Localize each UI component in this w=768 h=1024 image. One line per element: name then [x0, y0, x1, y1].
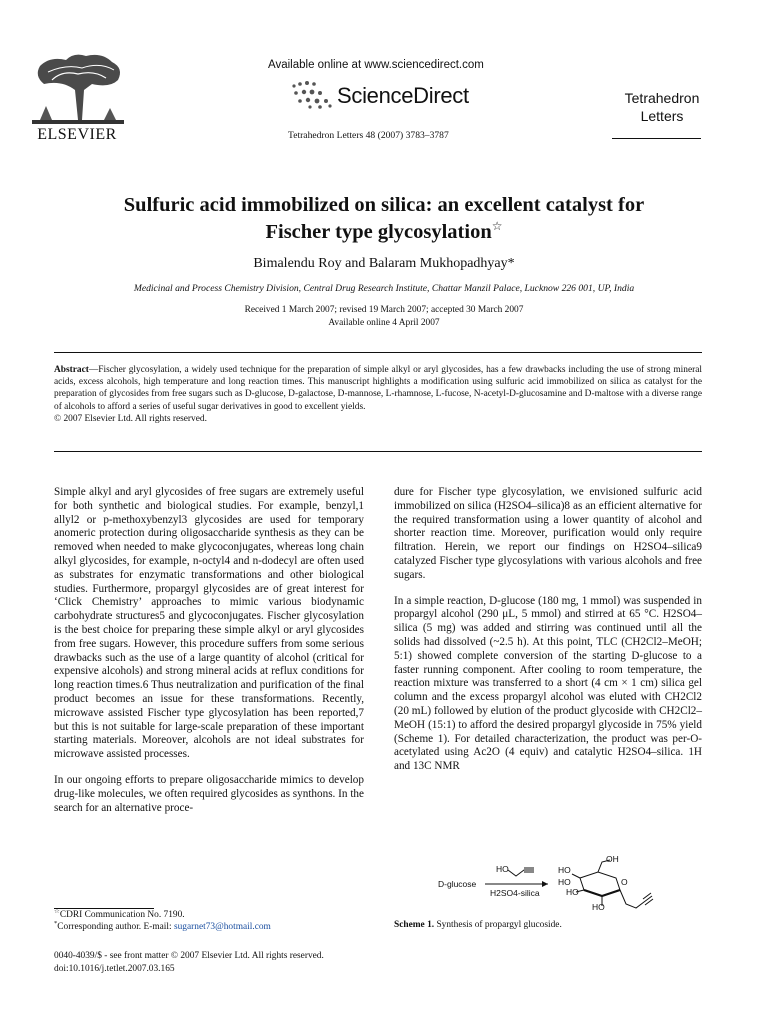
- scheme-1-reaction-diagram: [430, 852, 660, 916]
- scheme-caption-text: Synthesis of propargyl glucoside.: [436, 920, 562, 930]
- available-online-banner: Available online at www.sciencedirect.com: [268, 59, 484, 71]
- left-paragraph-2: In our ongoing efforts to prepare oligosaccharide mimics to develop drug-like molecules, we often required glycosides as synthons. In the search for an alternative proce-: [54, 773, 364, 814]
- product-label-ho-top: HO: [558, 865, 571, 875]
- journal-name-line1: Tetrahedron: [624, 90, 700, 106]
- title-footnote-mark: ☆: [491, 219, 503, 234]
- glucoside-ring-structure: [572, 860, 653, 908]
- sciencedirect-wordmark: ScienceDirect: [337, 83, 469, 108]
- received-dates: Received 1 March 2007; revised 19 March 2007; accepted 30 March 2007: [244, 305, 524, 315]
- product-label-ring-o: O: [621, 877, 628, 887]
- abstract-top-rule: [54, 352, 702, 353]
- abstract-label: Abstract: [54, 365, 89, 375]
- left-paragraph-1: Simple alkyl and aryl glycosides of free sugars are extremely useful for both synthetic and biological studies. For example, benzyl,1 allyl2 or p-methoxybenzyl3 glycosides are used for temporary anomeric protection during oligosaccharide synthesis as they can be removed when needed to make glycoconjugates, whereas long chain alkyl glycosides, for example, n-octyl4 and n-dodecyl are often used as substrates for enzymatic transformations and other biological studies. Furthermore, propargyl glycosides are of great interest for ‘Click Chemistry’ approaches to mimic various biodynamic carbohydrate structures5 and glycoconjugates. Fischer glycosylation is the best choice for preparing these simple alkyl or aryl glycosides from free sugars. However, this procedure suffers from some serious drawbacks such as the use of a large quantity of alcohol (critical for expensive alcohols) and strong mineral acids at reflux conditions for long reaction times.6 Thus neutralization and purification of the final product becomes an issue for these transformations. Recently, microwave assisted Fischer type glycosylation has been reported,7 but this is not suitable for large-scale preparation of these important starting materials. Moreover, alcohols are not ideal substrates for microwave assisted processes.: [54, 486, 364, 761]
- product-label-oh: OH: [606, 854, 619, 864]
- available-online-date: Available online 4 April 2007: [328, 318, 440, 328]
- right-paragraph-2: In a simple reaction, D-glucose (180 mg, 1 mmol) was suspended in propargyl alcohol (290 μL, 5 mmol) and stirred at 65 °C. H2SO4–silica (5 mg) was added and stirring was continued until all the solids had dissolved (~2.5 h). At this point, TLC (CH2Cl2–MeOH; 5:1) showed complete conversion of the starting D-glucose to a faster running component. After cooling to room temperature, the reaction mixture was transferred to a short (4 cm × 1 cm) silica gel column and the excess propargyl alcohol was eluted with CH2Cl2 (20 mL) followed by elution of the product glycoside with CH2Cl2–MeOH (15:1) to afford the desired propargyl glycoside in 75% yield (Scheme 1). For detailed characterization, the product was per-O-acetylated using Ac2O (4 equiv) and catalytic H2SO4–silica. 1H and 13C NMR: [394, 594, 702, 773]
- propargyl-alcohol-structure: [508, 868, 534, 876]
- footnote-1-text: CDRI Communication No. 7190.: [59, 910, 185, 920]
- issn-line: 0040-4039/$ - see front matter © 2007 Elsevier Ltd. All rights reserved.: [54, 951, 324, 961]
- article-title: [40, 192, 728, 246]
- reaction-arrowhead: [542, 881, 548, 887]
- scheme-reactant: D-glucose: [438, 879, 477, 889]
- author-list: Bimalendu Roy and Balaram Mukhopadhyay*: [253, 256, 515, 271]
- affiliation: Medicinal and Process Chemistry Division, Central Drug Research Institute, Chattar Manzil Palace, Lucknow 226 001, UP, India: [133, 283, 635, 294]
- body-right-column: [394, 486, 702, 786]
- right-paragraph-1: dure for Fischer type glycosylation, we envisioned sulfuric acid immobilized on silica (H2SO4–silica)8 as an efficient alternative for the required transformation using a lower quantity of alcohol and shorter reaction time. Moreover, purification would only require filtration. Herein, we report our findings on H2SO4–silica9 catalyzed Fischer type glycosylations with various alcohols and free sugars.: [394, 486, 702, 581]
- scheme-reagent-top: HO: [496, 864, 509, 874]
- footnote-star: ☆CDRI Communication No. 7190.: [54, 907, 185, 920]
- journal-citation: Tetrahedron Letters 48 (2007) 3783–3787: [288, 130, 449, 141]
- title-line-1: Sulfuric acid immobilized on silica: an excellent catalyst for: [123, 194, 645, 216]
- sciencedirect-dots-icon: [290, 80, 336, 110]
- journal-underline: [612, 138, 701, 139]
- footnote-corresponding: *Corresponding author. E-mail: sugarnet73@hotmail.com: [54, 919, 271, 932]
- journal-name-line2: Letters: [640, 108, 684, 124]
- product-label-ho-mid: HO: [558, 877, 571, 887]
- scheme-caption: [394, 920, 562, 930]
- footnote-2-text: Corresponding author. E-mail:: [57, 922, 172, 932]
- title-line-2: Fischer type glycosylation: [265, 221, 492, 243]
- abstract-copyright: © 2007 Elsevier Ltd. All rights reserved.: [54, 413, 207, 424]
- doi-line: doi:10.1016/j.tetlet.2007.03.165: [54, 964, 175, 974]
- product-label-ho-low: HO: [566, 887, 579, 897]
- product-label-ho-bottom: HO: [592, 902, 605, 912]
- journal-name: [612, 89, 712, 125]
- footnote-rule: [54, 908, 154, 909]
- scheme-caption-label: Scheme 1.: [394, 920, 435, 930]
- body-left-column: [54, 486, 364, 827]
- abstract-bottom-rule: [54, 451, 702, 452]
- scheme-reagent-bottom: H2SO4-silica: [490, 888, 540, 898]
- publisher-name: ELSEVIER: [37, 126, 117, 143]
- abstract: [54, 364, 702, 425]
- corresponding-email-link[interactable]: sugarnet73@hotmail.com: [173, 922, 271, 932]
- abstract-text: —Fischer glycosylation, a widely used technique for the preparation of simple alkyl or aryl glycosides, has a few drawbacks including the use of strong mineral acids, excess alcohols, high temperature and long reaction times. This manuscript highlights a modification using sulfuric acid immobilized on silica as catalyst for the preparation of glycosides from free sugars such as D-glucose, D-galactose, D-mannose, L-rhamnose, L-fucose, N-acetyl-D-glucosamine and D-maltose with a diverse range of alcohols to afford a series of useful sugar derivatives in good to excellent yields.: [54, 365, 702, 412]
